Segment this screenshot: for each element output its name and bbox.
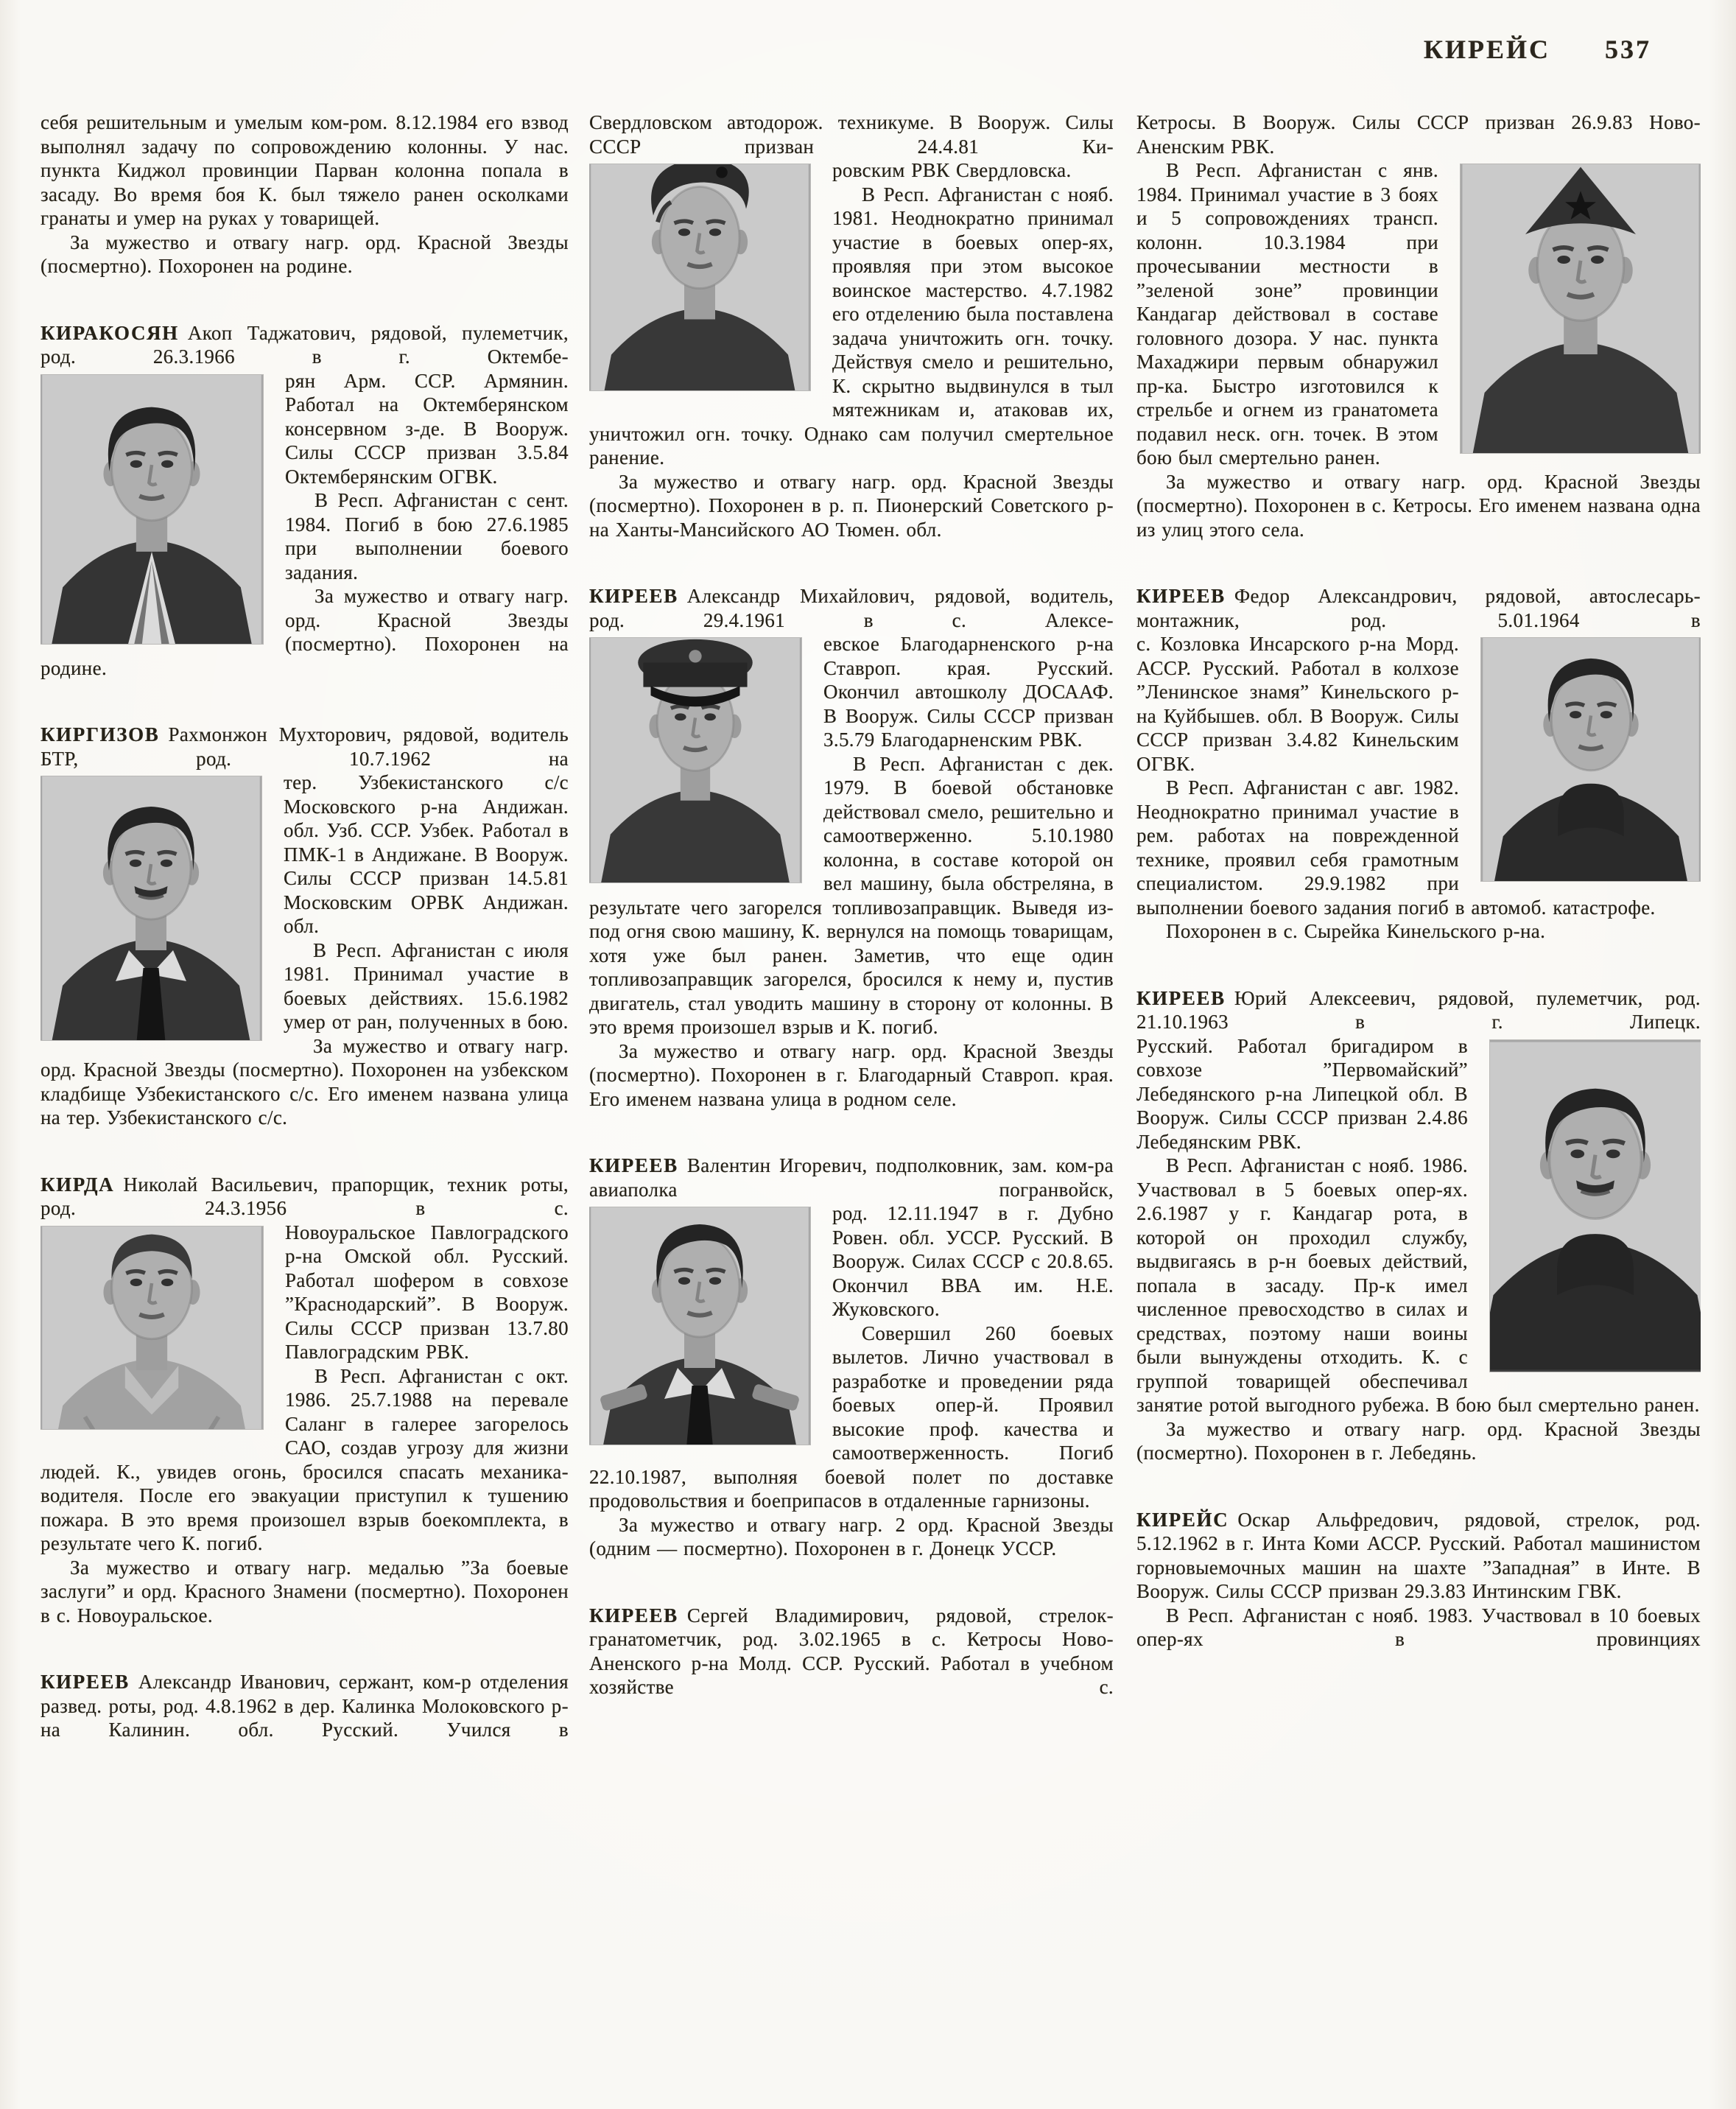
entry-kireev-am (589, 584, 1114, 1111)
bio-paragraph: себя решительным и умелым ком-ром. 8.12.1984 его взвод выполнял задачу по сопровождению колонны. У нас. пункта Киджол провинции Парван колонна попала в засаду. Во время боя К. был тяжело ранен осколками гранаты и умер на руках у товарищей. (41, 111, 569, 229)
column-1 (41, 110, 569, 2109)
entry-heading (589, 584, 1114, 632)
portrait-illustration (589, 164, 810, 390)
entry-heading (1136, 584, 1701, 632)
surname: КИРДА (41, 1173, 115, 1196)
award-paragraph: За мужество и отвагу нагр. медалью ”За боевые заслуги” и орд. Красного Знамени (посмертно). Похоронен в с. Новоуральское. (41, 1556, 569, 1627)
entry-kireev-ai-continuation (589, 110, 1114, 541)
award-paragraph: За мужество и отвагу нагр. орд. Красной Звезды (посмертно). Похоронен в г. Благодарный Ставроп. края. Его именем названа улица в родном селе. (589, 1039, 1114, 1110)
entry-kirakosyan (41, 321, 569, 681)
entry-heading (589, 1154, 1114, 1201)
portrait-illustration (1490, 1040, 1701, 1372)
portrait-illustration (1461, 164, 1701, 453)
heading-text: Юрий Алексеевич, рядовой, пулеметчик, род. 21.10.1963 в г. Липецк. (1136, 986, 1701, 1033)
portrait-illustration (589, 638, 801, 882)
photo-kireev-ai (589, 164, 810, 390)
heading-text: Александр Иванович, сержант, ком-р отделения развед. роты, род. 4.8.1962 в дер. Калинка Молоковского р-на Калинин. обл. Русский. Учился в (41, 1671, 569, 1741)
heading-text: Александр Михайлович, рядовой, водитель, род. 29.4.1961 в с. Алексе- (589, 585, 1114, 631)
photo-kirakosyan (41, 375, 263, 644)
surname: КИРАКОСЯН (41, 321, 179, 344)
heading-text: Акоп Таджатович, рядовой, пулеметчик, род. 26.3.1966 в г. Октембе- (41, 321, 569, 368)
award-paragraph: За мужество и отвагу нагр. орд. Красной Звезды (посмертно). Похоронен в г. Лебедянь. (1136, 1417, 1701, 1464)
surname: КИРЕЕВ (589, 585, 678, 607)
heading-text: Рахмонжон Мухторович, рядовой, водитель БТР, род. 10.7.1962 на (41, 723, 569, 770)
service-paragraph: В Респ. Афганистан с окт. 1986. 25.7.1988 на перевале Саланг в галерее загорелось САО, создав угрозу для жизни людей. К., увидев огонь, бросился спасать механика-водителя. После его эвакуации приступил к тушению пожара. В это время произошел взрыв боекомплекта, в результате чего К. погиб. (41, 1364, 569, 1554)
entry-heading (1136, 1508, 1701, 1604)
service-paragraph: В Респ. Афганистан с авг. 1982. Неоднократно принимал участие в рем. работах на поврежденной технике, проявил себя грамотным специалистом. 29.9.1982 при выполнении боевого задания погиб в автомоб. катастрофе. (1136, 776, 1656, 919)
entry-heading (589, 1604, 1114, 1699)
bio-paragraph: ровским РВК Свердловска. (832, 159, 1072, 181)
entry-kirda (41, 1173, 569, 1628)
surname: КИРГИЗОВ (41, 723, 160, 745)
surname: КИРЕЙС (1136, 1508, 1229, 1531)
award-paragraph: За мужество и отвагу нагр. орд. Красной Звезды (посмертно). Похоронен в с. Кетросы. Его именем названа одна из улиц этого села. (1136, 470, 1701, 541)
column-3 (1136, 110, 1701, 2109)
heading-text: Оскар Альфредович, рядовой, стрелок, род. 5.12.1962 в г. Инта Коми АССР. Русский. Работал машинистом горновыемочных машин на шахте ”Западная” в Инте. В Вооруж. Силы СССР призван 29.3.83 Интинским ГВК. (1136, 1508, 1701, 1602)
heading-text: Николай Васильевич, прапорщик, техник роты, род. 24.3.1956 в с. (41, 1173, 569, 1219)
entry-kireev-ai (41, 1670, 569, 1742)
entry-kireys-oa (1136, 1508, 1701, 1652)
surname: КИРЕЕВ (41, 1671, 130, 1693)
service-paragraph: В Респ. Афганистан с июля 1981. Принимал участие в боевых действиях. 15.6.1982 умер от ран, полученных в бою. (284, 938, 569, 1033)
entry-kireev-vi (589, 1154, 1114, 1561)
entry-kirgizov (41, 723, 569, 1130)
entry-kireev-ya (1136, 986, 1701, 1465)
service-paragraph: В Респ. Афганистан с дек. 1979. В боевой обстановке действовал смело, решительно и самоотверженно. 5.10.1980 колонна, в составе которой он вел машину, была обстреляна, в результате чего загорелся топливозаправщик. Выведя из-под огня свою машину, К. вернулся на помощь товарищам, хотя уже был ранен. Заметив, что еще один топливозаправщик загорелся, бросился к нему и, пустив двигатель, стал уводить машину в сторону от колонны. В это время произошел взрыв и К. погиб. (589, 752, 1114, 1038)
bio-paragraph: тер. Узбекистанского с/с Московского р-на Андижан. обл. Узб. ССР. Узбек. Работал в ПМК-1 в Андижане. В Вооруж. Силы СССР призван 14.5.81 Московским ОРВК Андижан. обл. (284, 771, 569, 937)
award-paragraph: За мужество и отвагу нагр. орд. Красной Звезды (посмертно). Похоронен на родине. (41, 585, 569, 679)
bio-paragraph: Русский. Работал бригадиром в совхозе ”Первомайский” Лебедянского р-на Липецкой обл. В Вооруж. Силы СССР призван 2.4.86 Лебедянским РВК. (1136, 1034, 1468, 1153)
bio-paragraph: евское Благодарненского р-на Ставроп. края. Русский. Окончил автошколу ДОСААФ. В Вооруж. Силы СССР призван 3.5.79 Благодарненским РВК. (823, 633, 1114, 751)
surname: КИРЕЕВ (1136, 585, 1226, 607)
service-paragraph: В Респ. Афганистан с нояб. 1983. Участвовал в 10 боевых опер-ях в провинциях (1136, 1604, 1701, 1650)
surname: КИРЕЕВ (1136, 986, 1226, 1009)
entry-continuation-previous (41, 110, 569, 278)
award-paragraph: За мужество и отвагу нагр. орд. Красной Звезды (посмертно). Похоронен на родине. (41, 231, 569, 277)
entry-kireev-sv (589, 1604, 1114, 1699)
page-number: 537 (1605, 35, 1651, 64)
entry-heading (1136, 986, 1701, 1034)
bio-paragraph: Новоуральское Павлоградского р-на Омской обл. Русский. Работал шофером в совхозе ”Краснодарский”. В Вооруж. Силы СССР призван 13.7.80 Павлоградским РВК. (285, 1221, 569, 1363)
entry-heading (41, 321, 569, 369)
column-2 (589, 110, 1114, 2109)
photo-kirda (41, 1227, 263, 1429)
entry-heading (41, 1670, 569, 1742)
running-header (1424, 34, 1651, 65)
photo-kirgizov (41, 776, 261, 1040)
portrait-illustration (589, 1207, 810, 1445)
service-paragraph: Совершил 260 боевых вылетов. Лично участвовал в разработке и проведении ряда боевых опер-й. Проявил высокие проф. качества и самоотверженность. Погиб 22.10.1987, выполняя боевой полет по доставке продовольствия и боеприпасов в отдаленные гарнизоны. (589, 1322, 1114, 1512)
entry-kireev-sv-continuation (1136, 110, 1701, 541)
entry-heading (41, 723, 569, 771)
photo-kireev-sv (1461, 164, 1701, 453)
entry-heading (41, 1173, 569, 1221)
running-head-title: КИРЕЙС (1423, 35, 1550, 64)
surname: КИРЕЕВ (589, 1604, 678, 1627)
portrait-illustration (41, 776, 261, 1040)
bio-paragraph: род. 12.11.1947 в г. Дубно Ровен. обл. УССР. Русский. В Вооруж. Силах СССР с 20.8.65. Окончил ВВА им. Н.Е. Жуковского. (832, 1202, 1114, 1320)
heading-text: Валентин Игоревич, подполковник, зам. ком-ра авиаполка погранвойск, (589, 1154, 1114, 1201)
bio-paragraph: с. Козловка Инсарского р-на Морд. АССР. Русский. Работал в колхозе ”Ленинское знамя” Кинельского р-на Куйбышев. обл. В Вооруж. Силы СССР призван 3.4.82 Кинельским ОГВК. (1136, 633, 1459, 775)
heading-text: Сергей Владимирович, рядовой, стрелок-гранатометчик, род. 3.02.1965 в с. Кетросы Ново-Аненского р-на Молд. ССР. Русский. Работал в учебном хозяйстве с. (589, 1604, 1114, 1698)
photo-kireev-am (589, 638, 801, 882)
service-paragraph: В Респ. Афганистан с янв. 1984. Принимал участие в 3 боях и 5 сопровождениях трансп. колонн. 10.3.1984 при прочесывании местности в ”зеленой зоне” провинции Кандагар действовал в составе головного дозора. У нас. пункта Махаджири первым обнаружил пр-ка. Быстро изготовился к стрельбе и огнем из гранатомета подавил неск. огн. точек. В этом бою был смертельно ранен. (1136, 159, 1438, 469)
award-paragraph: За мужество и отвагу нагр. орд. Красной Звезды (посмертно). Похоронен на узбекском кладбище Узбекистанского с/с. Его именем названа улица на тер. Узбекистанского с/с. (41, 1034, 569, 1129)
photo-kireev-fa (1481, 638, 1701, 881)
bio-paragraph: рян Арм. ССР. Армянин. Работал на Октемберянском консервном з-де. В Вооруж. Силы СССР призван 3.5.84 Октемберянским ОГВК. (285, 369, 569, 488)
service-paragraph: В Респ. Афганистан с сент. 1984. Погиб в бою 27.6.1985 при выполнении боевого задания. (285, 489, 569, 583)
service-paragraph: В Респ. Афганистан с нояб. 1986. Участвовал в 5 боевых опер-ях. 2.6.1987 у г. Кандагар рота, в которой он проходил службу, выдвигаясь в р-н боевых действий, попала в засаду. Пр-к имел численное превосходство в силах и средствах, поэтому наши воины были вынуждены отходить. К. с группой товарищей обеспечивал занятие ротой выгодного рубежа. В бою был смертельно ранен. (1136, 1154, 1700, 1416)
heading-text: Федор Александрович, рядовой, автослесарь-монтажник, род. 5.01.1964 в (1136, 585, 1701, 631)
photo-kireev-vi (589, 1207, 810, 1445)
surname: КИРЕЕВ (589, 1154, 678, 1176)
portrait-illustration (41, 375, 263, 644)
entry-kireev-fa (1136, 584, 1701, 944)
photo-kireev-ya (1490, 1040, 1701, 1372)
award-paragraph: За мужество и отвагу нагр. орд. Красной Звезды (посмертно). Похоронен в р. п. Пионерский Советского р-на Ханты-Мансийского АО Тюмен. обл. (589, 470, 1114, 541)
bio-paragraph: Свердловском автодорож. техникуме. В Вооруж. Силы СССР призван 24.4.81 Ки- (589, 111, 1114, 158)
portrait-illustration (41, 1227, 263, 1429)
burial-paragraph: Похоронен в с. Сырейка Кинельского р-на. (1166, 920, 1546, 942)
service-paragraph: В Респ. Афганистан с нояб. 1981. Неоднократно принимал участие в боевых опер-ях, проявляя при этом высокое воинское мастерство. 4.7.1982 его отделению была поставлена задача уничтожить огн. точку. Действуя смело и решительно, К. скрытно выдвинулся в тыл мятежникам и, атаковав их, уничтожил огн. точку. Однако сам получил смертельное ранение. (589, 183, 1114, 469)
bio-paragraph: Кетросы. В Вооруж. Силы СССР призван 26.9.83 Ново-Аненским РВК. (1136, 111, 1701, 158)
portrait-illustration (1481, 638, 1701, 881)
award-paragraph: За мужество и отвагу нагр. 2 орд. Красной Звезды (одним — посмертно). Похоронен в г. Донецк УССР. (589, 1513, 1114, 1559)
